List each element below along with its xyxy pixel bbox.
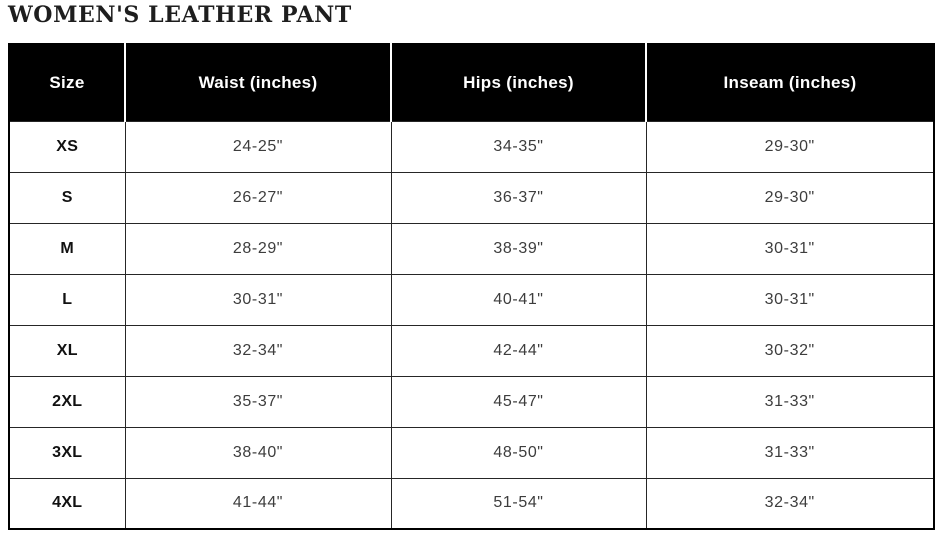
size-chart-table <box>8 43 935 530</box>
waist-value: 30-31" <box>125 274 391 325</box>
waist-value: 26-27" <box>125 172 391 223</box>
size-label: XS <box>9 121 125 172</box>
size-label: M <box>9 223 125 274</box>
size-label: 3XL <box>9 427 125 478</box>
inseam-value: 30-31" <box>646 274 934 325</box>
column-header-size: Size <box>9 44 125 121</box>
inseam-value: 30-31" <box>646 223 934 274</box>
table-row <box>9 376 934 427</box>
waist-value: 28-29" <box>125 223 391 274</box>
waist-value: 38-40" <box>125 427 391 478</box>
table-row <box>9 172 934 223</box>
header-row <box>9 44 934 121</box>
inseam-value: 32-34" <box>646 478 934 529</box>
inseam-value: 31-33" <box>646 376 934 427</box>
size-chart-header <box>9 44 934 121</box>
inseam-value: 31-33" <box>646 427 934 478</box>
hips-value: 51-54" <box>391 478 646 529</box>
hips-value: 40-41" <box>391 274 646 325</box>
page-title: WOMEN'S LEATHER PANT <box>8 2 352 28</box>
waist-value: 24-25" <box>125 121 391 172</box>
table-row <box>9 478 934 529</box>
inseam-value: 29-30" <box>646 172 934 223</box>
waist-value: 41-44" <box>125 478 391 529</box>
waist-value: 32-34" <box>125 325 391 376</box>
inseam-value: 29-30" <box>646 121 934 172</box>
hips-value: 38-39" <box>391 223 646 274</box>
table-row <box>9 274 934 325</box>
table-row <box>9 427 934 478</box>
table-row <box>9 223 934 274</box>
table-row <box>9 121 934 172</box>
column-header-waist: Waist (inches) <box>125 44 391 121</box>
hips-value: 36-37" <box>391 172 646 223</box>
column-header-inseam: Inseam (inches) <box>646 44 934 121</box>
size-label: XL <box>9 325 125 376</box>
inseam-value: 30-32" <box>646 325 934 376</box>
hips-value: 34-35" <box>391 121 646 172</box>
waist-value: 35-37" <box>125 376 391 427</box>
size-label: 2XL <box>9 376 125 427</box>
size-chart-body <box>9 121 934 529</box>
size-label: L <box>9 274 125 325</box>
hips-value: 42-44" <box>391 325 646 376</box>
table-row <box>9 325 934 376</box>
hips-value: 45-47" <box>391 376 646 427</box>
hips-value: 48-50" <box>391 427 646 478</box>
size-label: S <box>9 172 125 223</box>
column-header-hips: Hips (inches) <box>391 44 646 121</box>
size-label: 4XL <box>9 478 125 529</box>
